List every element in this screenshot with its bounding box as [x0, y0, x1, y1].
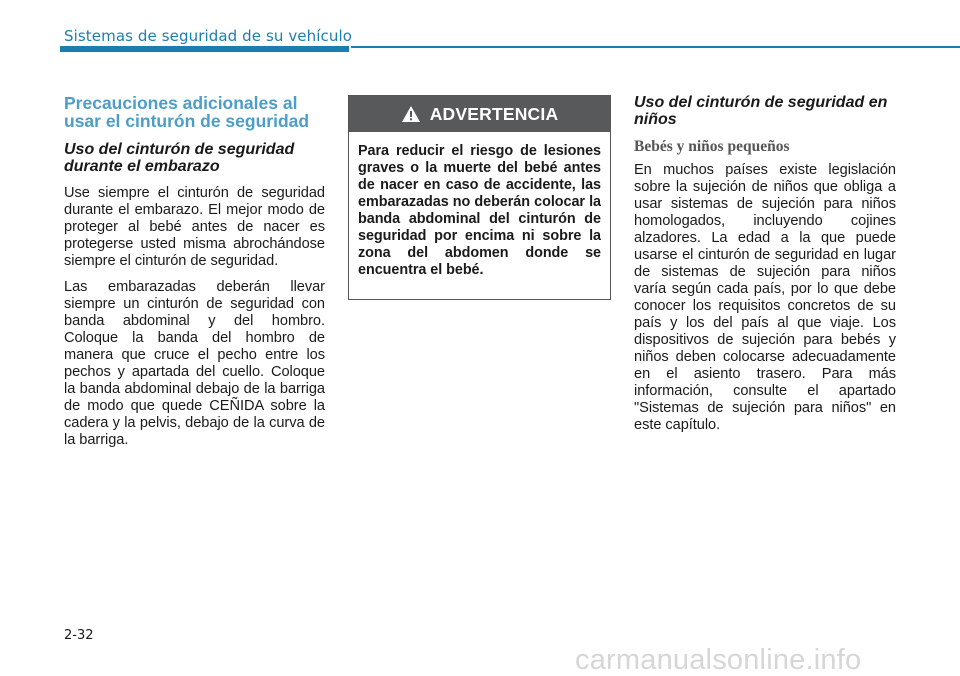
warning-triangle-icon: [401, 105, 421, 123]
warning-box: [348, 95, 611, 300]
page-number: 2-32: [64, 628, 94, 643]
subheading-infants: Bebés y niños pequeños: [634, 138, 790, 155]
section-title: Precauciones adicionales al usar el cinturón de seguridad: [64, 93, 310, 131]
watermark: carmanualsonline.info: [575, 644, 862, 676]
subsection-title-pregnancy: Uso del cinturón de seguridad durante el embarazo: [64, 141, 295, 175]
subsection-title-children: Uso del cinturón de seguridad en niños: [634, 94, 888, 128]
warning-label: ADVERTENCIA: [429, 103, 559, 124]
paragraph: En muchos países existe legislación sobre la sujeción de niños que obliga a usar sistemas de sujeción para niños homologados, incluyendo cojines alzadores. La edad a la que puede usarse el cinturón de seguridad en lugar de sistemas de sujeción para niños varía según cada país, por lo que debe conocer los requisitos concretos de su país y los del país al que viaje. Los dispositivos de sujeción para bebés y niños deben colocarse adecuadamente en el asiento trasero. Para más información, consulte el apartado "Sistemas de sujeción para niños" en este capítulo.: [634, 162, 896, 433]
chapter-title: Sistemas de seguridad de su vehículo: [64, 27, 353, 45]
left-column: [64, 94, 325, 458]
header-rule-thick: [60, 46, 349, 52]
header-rule-thin: [351, 46, 960, 48]
paragraph: Las embarazadas deberán llevar siempre un cinturón de seguridad con banda abdominal y del hombro. Coloque la banda del hombro de manera que cruce el pecho entre los pechos y apartada del cuello. Coloque la banda abdominal debajo de la barriga de modo que quede CEÑIDA sobre la cadera y la pelvis, debajo de la curva de la barriga.: [64, 279, 325, 448]
paragraph: Use siempre el cinturón de seguridad durante el embarazo. El mejor modo de proteger al bebé antes de nacer es protegerse usted misma abrochándose siempre el cinturón de seguridad.: [64, 185, 325, 269]
right-column: [634, 94, 896, 443]
warning-header: [349, 96, 610, 132]
warning-text: Para reducir el riesgo de lesiones graves o la muerte del bebé antes de nacer en caso de accidente, las embarazadas no deberán colocar la banda abdominal del cinturón de seguridad por encima ni sobre la zona del abdomen donde se encuentra el bebé.: [358, 143, 601, 278]
